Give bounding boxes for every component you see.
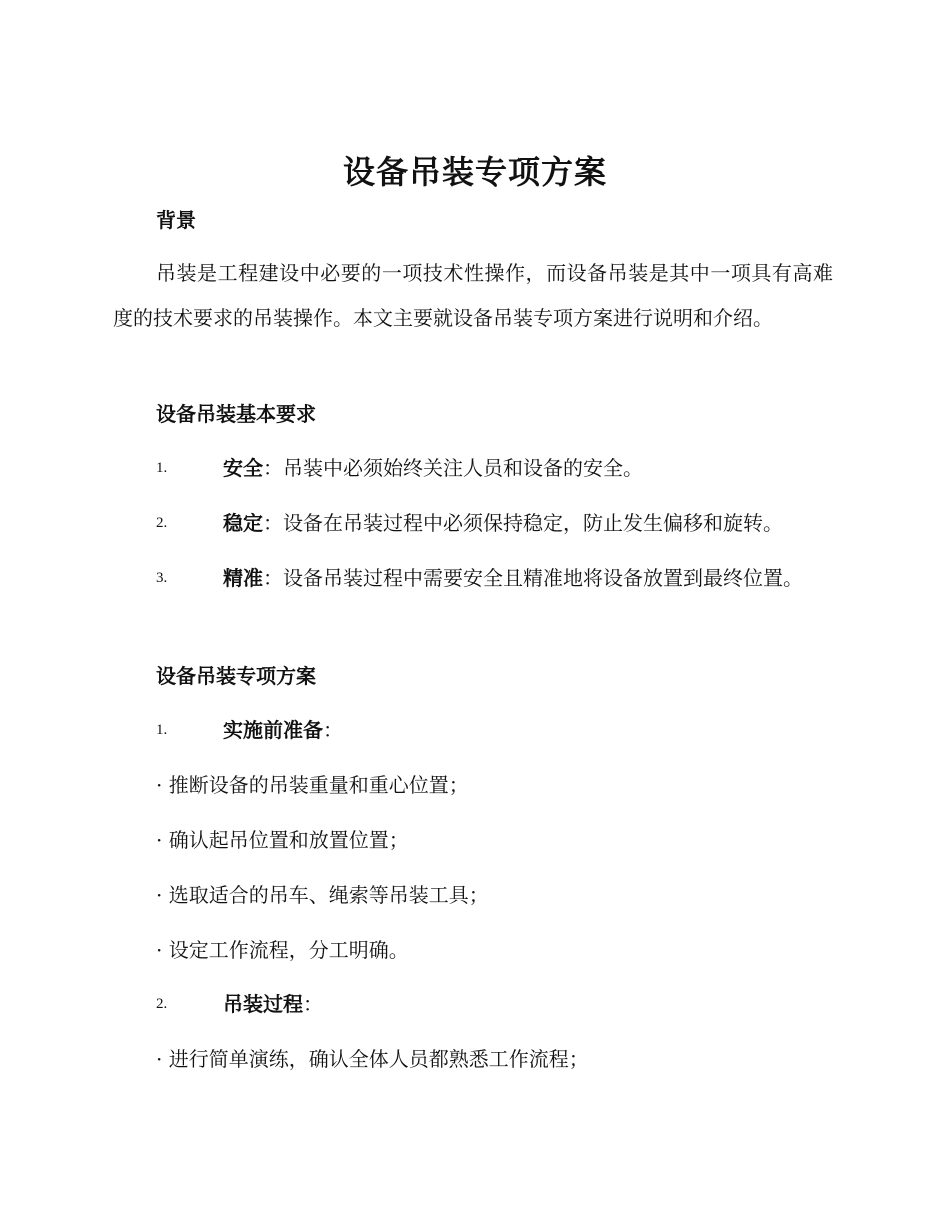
list-number: 1. [156,460,168,476]
requirement-item [113,446,833,491]
step-term: 实施前准备 [223,718,323,742]
plan-step [113,982,833,1027]
requirement-text: 吊装中必须始终关注人员和设备的安全。 [283,456,643,480]
term-separator: ： [263,566,283,590]
page-title: 设备吊装专项方案 [342,153,607,191]
requirement-term: 精准 [223,566,263,590]
list-number: 2. [156,996,168,1012]
heading-background: 背景 [156,208,196,232]
background-paragraph: 吊装是工程建设中必要的一项技术性操作，而设备吊装是其中一项具有高难度的技术要求的吊装操作。本文主要就设备吊装专项方案进行说明和介绍。 [113,261,833,330]
requirement-term: 稳定 [223,511,263,535]
list-number: 1. [156,722,168,738]
requirement-item [113,556,833,601]
bullet-item: · 设定工作流程，分工明确。 [156,938,409,962]
requirement-term: 安全 [223,456,263,480]
requirement-text: 设备吊装过程中需要安全且精准地将设备放置到最终位置。 [283,566,803,590]
requirement-text: 设备在吊装过程中必须保持稳定，防止发生偏移和旋转。 [283,511,783,535]
step-term: 吊装过程 [223,992,303,1016]
bullet-item: · 推断设备的吊装重量和重心位置； [156,773,469,797]
heading-requirements: 设备吊装基本要求 [156,402,316,426]
list-number: 3. [156,570,168,586]
term-separator: ： [323,718,343,742]
term-separator: ： [303,992,323,1016]
bullet-item: · 进行简单演练，确认全体人员都熟悉工作流程； [156,1047,589,1071]
term-separator: ： [263,511,283,535]
plan-step [113,708,833,753]
heading-plan: 设备吊装专项方案 [156,664,316,688]
term-separator: ： [263,456,283,480]
bullet-item: · 选取适合的吊车、绳索等吊装工具； [156,883,489,907]
list-number: 2. [156,515,168,531]
bullet-item: · 确认起吊位置和放置位置； [156,828,409,852]
requirement-item [113,501,833,546]
